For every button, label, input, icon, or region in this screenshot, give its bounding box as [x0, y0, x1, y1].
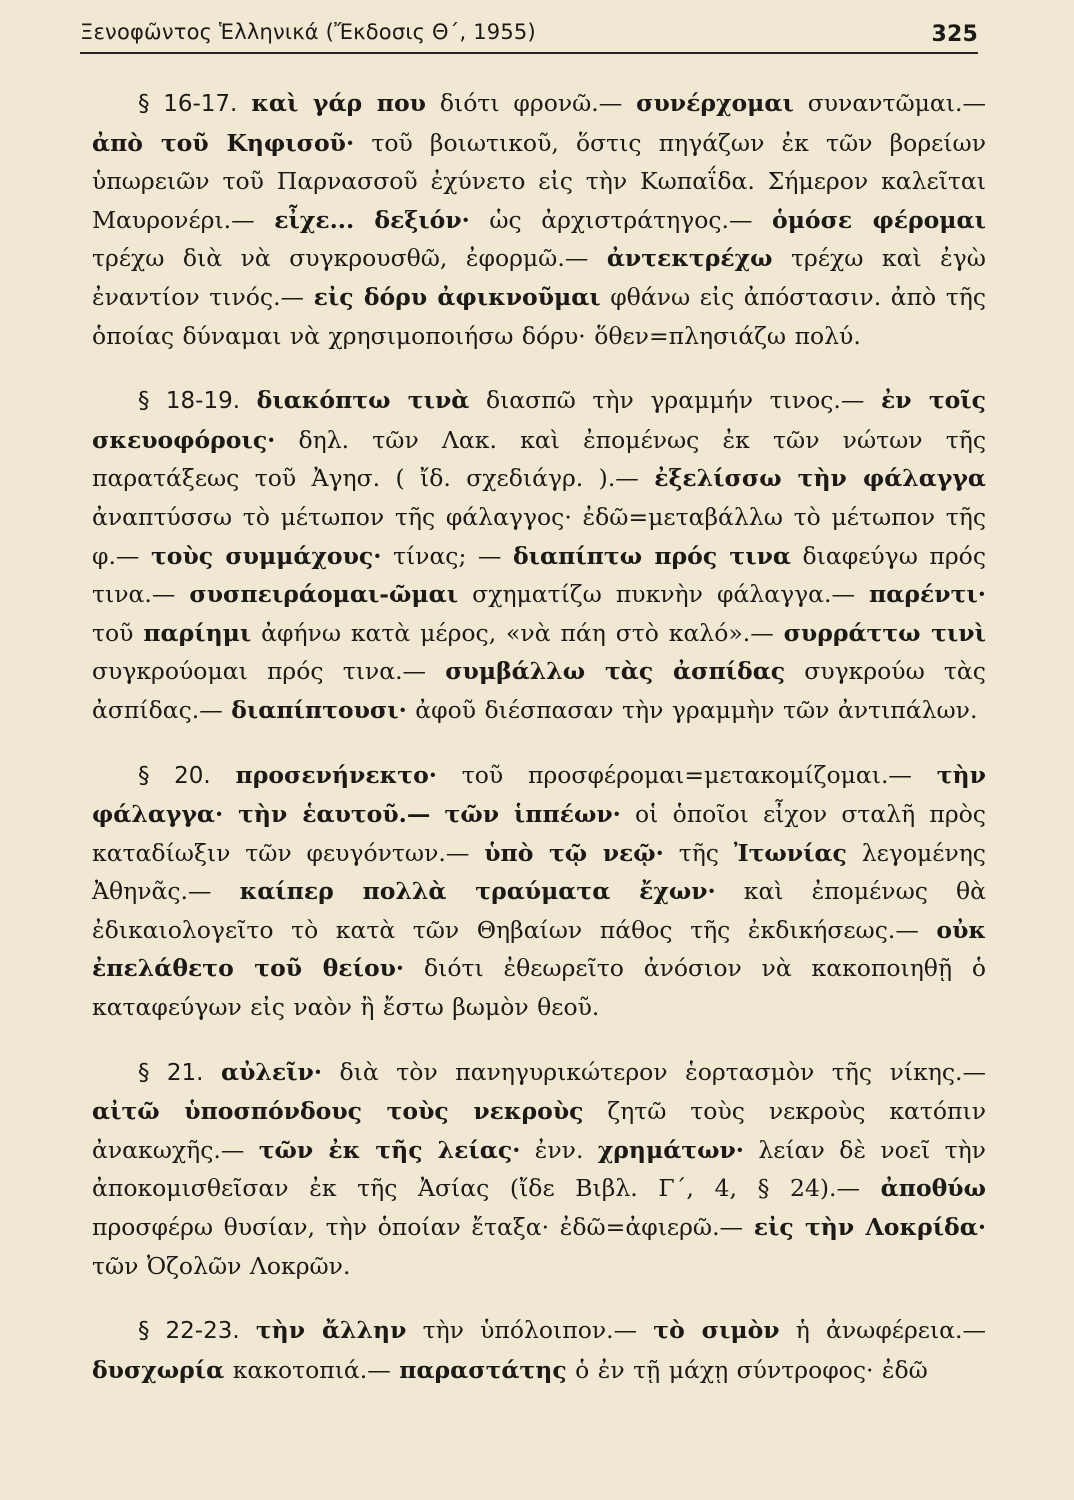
- lemma-term: ἀπὸ τοῦ Κηφισοῦ·: [92, 128, 355, 157]
- gloss-text: τοῦ προσφέρομαι=μετακομίζομαι.—: [461, 760, 912, 789]
- lemma-term: ἐν τοῖς σκευοφόροις·: [92, 386, 986, 454]
- page-number: 325: [931, 22, 978, 47]
- gloss-text: ἀναπτύσσω τὸ μέτωπον τῆς φάλαγγος· ἐδῶ=μεταβάλλω τὸ μέτωπον τῆς φ.—: [92, 502, 986, 570]
- gloss-text: τῆς: [678, 838, 719, 867]
- gloss-text: λείαν δὲ νοεῖ τὴν ἀποκομισθεῖσαν ἐκ τῆς Ἀσίας (ἴδε Βιβλ. Γ΄, 4, § 24).—: [92, 1135, 986, 1203]
- lemma-term: τῶν ἱππέων·: [444, 800, 621, 829]
- gloss-text: ἐνν.: [534, 1135, 584, 1164]
- gloss-text: τρέχω καὶ ἐγὼ ἐναντίον τινός.—: [92, 244, 986, 311]
- lemma-term: καίπερ πολλὰ τραύματα ἔχων·: [239, 877, 716, 906]
- lemma-term: διαπίπτω πρός τινα: [512, 541, 791, 570]
- lemma-term: εἰς τὴν Λοκρίδα·: [753, 1213, 987, 1242]
- section-number: § 21.: [138, 1059, 204, 1086]
- gloss-text: συγκρούω τὰς ἀσπίδας.—: [92, 657, 986, 724]
- running-head: [80, 14, 978, 54]
- gloss-text: τὴν ὑπόλοιπον.—: [422, 1316, 638, 1345]
- gloss-text: δηλ. τῶν Λακ. καὶ ἐπομένως ἐκ τῶν νώτων τῆς παρατάξεως τοῦ Ἀγησ. ( ἴδ. σχεδιάγρ. ).—: [92, 425, 986, 493]
- lemma-term: ὁμόσε φέρομαι: [772, 205, 986, 234]
- lemma-term: αἰτῶ ὑποσπόνδους τοὺς νεκροὺς: [92, 1097, 584, 1126]
- gloss-text: ἀφήνω κατὰ μέρος, «νὰ πάη στὸ καλό».—: [261, 618, 774, 647]
- commentary-paragraph: [92, 381, 986, 729]
- gloss-text: οἱ ὁποῖοι εἶχον σταλῆ πρὸς καταδίωξιν τῶν φευγόντων.—: [92, 800, 986, 867]
- lemma-term: τοὺς συμμάχους·: [150, 541, 382, 570]
- lemma-term: καὶ γάρ που: [251, 89, 426, 117]
- lemma-term: ἀντεκτρέχω: [606, 244, 773, 273]
- lemma-term: παραστάτης: [399, 1355, 567, 1384]
- gloss-text: διὰ τὸν πανηγυρικώτερον ἑορτασμὸν τῆς νίκης.—: [339, 1057, 986, 1086]
- commentary-paragraph: [92, 756, 986, 1027]
- gloss-text: καὶ ἐπομένως θὰ ἐδικαιολογεῖτο τὸ κατὰ τῶν Θηβαίων πάθος τῆς ἐκδικήσεως.—: [92, 877, 986, 944]
- gloss-text: ὡς ἀρχιστράτηγος.—: [489, 205, 753, 234]
- gloss-text: συγκρούομαι πρός τινα.—: [92, 657, 427, 686]
- gloss-text: προσφέρω θυσίαν, τὴν ὁποίαν ἔταξα· ἐδῶ=ἀφιερῶ.—: [92, 1213, 744, 1242]
- gloss-text: συναντῶμαι.—: [807, 89, 986, 117]
- gloss-text: διότι φρονῶ.—: [439, 89, 623, 117]
- section-number: § 22-23.: [138, 1318, 240, 1345]
- commentary-body: [92, 84, 986, 1415]
- gloss-text: ζητῶ τοὺς νεκροὺς κατόπιν ἀνακωχῆς.—: [92, 1097, 986, 1164]
- lemma-term: εἶχε... δεξιόν·: [274, 205, 470, 234]
- lemma-term: εἰς δόρυ ἀφικνοῦμαι: [313, 282, 601, 311]
- gloss-text: λεγομένης Ἀθηνᾶς.—: [92, 838, 986, 906]
- gloss-text: σχηματίζω πυκνὴν φάλαγγα.—: [472, 580, 856, 609]
- lemma-term: συρράττω τινὶ: [783, 618, 986, 647]
- lemma-term: ἀποθύω: [880, 1174, 986, 1203]
- lemma-term: αὐλεῖν·: [220, 1057, 322, 1086]
- gloss-text: τοῦ βοιωτικοῦ, ὅστις πηγάζων ἐκ τῶν βορείων ὑπωρειῶν τοῦ Παρνασσοῦ ἐχύνετο εἰς τὴν Κωπαΐδα. Σήμερον καλεῖται Μαυρονέρι.—: [92, 128, 986, 234]
- lemma-term: ὑπὸ τῷ νεῷ·: [484, 838, 664, 867]
- lemma-term: συνέρχομαι: [636, 89, 794, 117]
- lemma-term: παρέντι·: [869, 580, 986, 609]
- commentary-paragraph: [92, 84, 986, 355]
- lemma-term: τὸ σιμὸν: [653, 1316, 780, 1345]
- lemma-term: Ἰτωνίας: [733, 838, 847, 867]
- gloss-text: φθάνω εἰς ἀπόστασιν. ἀπὸ τῆς ὁποίας δύναμαι νὰ χρησιμοποιήσω δόρυ· ὅθεν=πλησιάζω πολύ.: [92, 282, 986, 350]
- lemma-term: χρημάτων·: [597, 1135, 744, 1164]
- section-number: § 16-17.: [138, 91, 238, 117]
- lemma-term: συσπειράομαι-ῶμαι: [189, 580, 459, 609]
- gloss-text: κακοτοπιά.—: [232, 1355, 391, 1384]
- gloss-text: τοῦ: [92, 618, 134, 647]
- lemma-term: δυσχωρία: [92, 1355, 225, 1384]
- gloss-text: ἡ ἀνωφέρεια.—: [795, 1316, 986, 1345]
- lemma-term: συμβάλλω τὰς ἀσπίδας: [445, 657, 786, 686]
- gloss-text: τῶν Ὀζολῶν Λοκρῶν.: [92, 1251, 351, 1280]
- lemma-term: ἐξελίσσω τὴν φάλαγγα: [654, 464, 986, 493]
- lemma-term: τὴν ἄλλην: [255, 1316, 407, 1345]
- lemma-term: προσενήνεκτο·: [235, 760, 437, 789]
- lemma-term: διαπίπτουσι·: [231, 695, 407, 724]
- lemma-term: τῶν ἐκ τῆς λείας·: [258, 1135, 521, 1164]
- gloss-text: διότι ἐθεωρεῖτο ἀνόσιον νὰ κακοποιηθῇ ὁ καταφεύγων εἰς ναὸν ἢ ἔστω βωμὸν θεοῦ.: [92, 954, 986, 1022]
- section-number: § 20.: [138, 762, 211, 789]
- commentary-paragraph: [92, 1311, 986, 1389]
- lemma-term: τὴν φάλαγγα· τὴν ἑαυτοῦ.—: [92, 760, 986, 829]
- gloss-text: ἀφοῦ διέσπασαν τὴν γραμμὴν τῶν ἀντιπάλων.: [415, 695, 978, 724]
- commentary-paragraph: [92, 1053, 986, 1286]
- lemma-term: οὐκ ἐπελάθετο τοῦ θείου·: [92, 915, 986, 983]
- book-title: Ξενοφῶντος Ἑλληνικά (Ἔκδοσις Θ΄, 1955): [80, 20, 536, 44]
- gloss-text: τρέχω διὰ νὰ συγκρουσθῶ, ἐφορμῶ.—: [92, 244, 589, 273]
- section-number: § 18-19.: [138, 388, 241, 415]
- gloss-text: διαφεύγω πρός τινα.—: [92, 541, 986, 609]
- lemma-term: παρίημι: [143, 618, 252, 647]
- gloss-text: ὁ ἐν τῇ μάχῃ σύντροφος· ἐδῶ: [575, 1355, 928, 1384]
- lemma-term: διακόπτω τινὰ: [256, 386, 470, 415]
- gloss-text: διασπῶ τὴν γραμμήν τινος.—: [485, 386, 865, 415]
- gloss-text: τίνας; —: [392, 541, 502, 570]
